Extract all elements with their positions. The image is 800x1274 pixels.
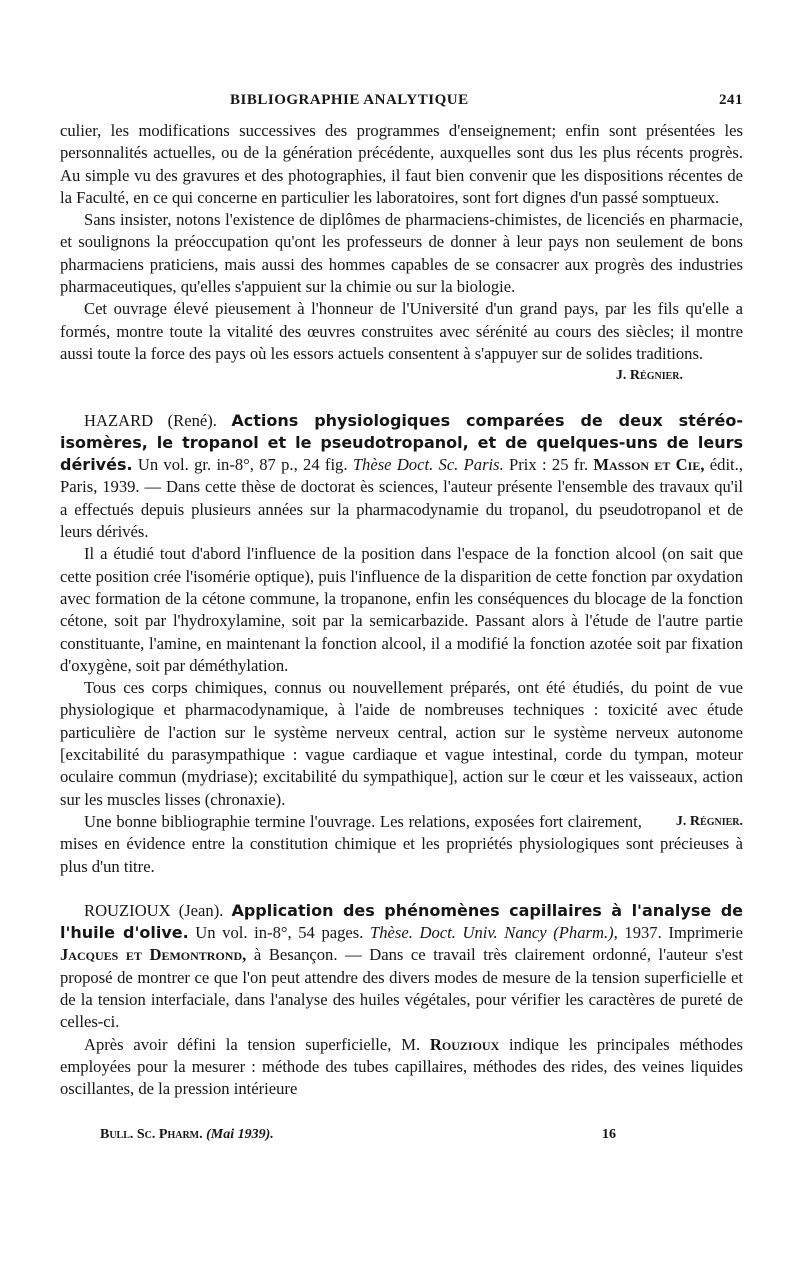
journal-issue: (Mai 1939). <box>206 1127 274 1142</box>
signature-number: 16 <box>602 1127 616 1142</box>
review-title: Application des phénomènes capillaires à l'analyse de l'huile d'olive. <box>60 900 743 943</box>
review-publication: Un vol. gr. in-8°, 87 p., 24 fig. <box>137 455 348 475</box>
review-title: Actions physiologiques comparées de deux stéréo-isomères, le tropanol et le pseudotropanol, et de quelques-uns de leurs dérivés. <box>60 410 743 475</box>
author-name: Rouzioux <box>429 1034 500 1054</box>
review-paragraph <box>60 811 743 878</box>
intro-paragraph: Sans insister, notons l'existence de diplômes de pharmaciens-chimistes, de licenciés en pharmacie, et soulignons la préoccupation qu'ont les professeurs de donner à leur pays non seulement de bons pharmaciens praticiens, mais aussi des hommes capables de se consacrer aux progrès des industries pharmaceutiques, qu'elles s'appuient sur la chimie ou sur la biologie. <box>60 210 743 297</box>
journal-name: Bull. Sc. Pharm. <box>100 1127 203 1142</box>
review-thesis-ref: Thèse. Doct. Univ. Nancy (Pharm.), <box>370 923 618 943</box>
review-publication: Un vol. in-8°, 54 pages. <box>195 923 364 943</box>
review-summary: à Besançon. — Dans ce travail très clairement ordonné, l'auteur s'est proposé de montrer ce que l'on peut attendre des divers modes de mesure de la tension superficielle et de la tension interfaciale, dans l'analyse des huiles végétales, pour vérifier les caractères de pureté de celles-ci. <box>60 945 743 1032</box>
review-summary: édit., Paris, 1939. — Dans cette thèse de doctorat ès sciences, l'auteur présente l'ensemble des travaux qu'il a effectués depuis plusieurs années sur la pharmacodynamie du tropanol, du pseudotropanol et de leurs dérivés. <box>60 455 743 542</box>
review-signature: J. Régnier. <box>675 813 743 829</box>
intro-paragraph: culier, les modifications successives des programmes d'enseignement; enfin sont présentées les personnalités actuelles, ou de la génération précédente, auxquelles sont dus les plus récents progrès. Au simple vu des gravures et des photographies, il faut bien convenir que les dispositions récentes de la Faculté, en ce qui concerne en particulier les laboratoires, sont fort dignes d'un passé somptueux. <box>60 121 743 207</box>
review-signature: J. Régnier. <box>615 368 683 384</box>
page-content <box>60 120 743 1100</box>
review-thesis-ref: Thèse Doct. Sc. Paris. <box>352 455 504 475</box>
review-paragraph-text: Une bonne bibliographie termine l'ouvrage. Les relations, exposées fort clairement, mises en évidence entre la constitution chimique et les propriétés physiologiques sont précieuses à plus d'un titre. <box>60 811 743 876</box>
review-text: Après avoir défini la tension superficielle, M. <box>84 1034 421 1054</box>
header-title: BIBLIOGRAPHIE ANALYTIQUE <box>230 92 469 108</box>
review-text: indique les principales méthodes employées pour la mesurer : méthode des tubes capillaires, méthodes des rides, des veines liquides oscillantes, de la pression intérieure <box>60 1034 743 1099</box>
page-number: 241 <box>719 92 743 108</box>
review-year: 1937. Imprimerie <box>624 923 743 943</box>
review-author: ROUZIOUX (Jean). <box>84 900 224 920</box>
review-printer: Jacques et Demontrond, <box>60 945 247 965</box>
review-publisher: Masson et Cie, <box>593 455 705 475</box>
page-footer <box>100 1127 616 1143</box>
intro-paragraph: Cet ouvrage élevé pieusement à l'honneur de l'Université d'un grand pays, par les fils qu'elle a formés, montre toute la vitalité des œuvres construites avec sérénité au cours des siècles; il montre aussi toute la force des pays où les essors actuels consentent à s'appuyer sur de solides traditions. <box>60 299 743 363</box>
review-rouzioux-heading <box>60 900 743 1034</box>
review-hazard-heading <box>60 410 743 544</box>
review-author: HAZARD (René). <box>84 410 217 430</box>
review-paragraph: Il a étudié tout d'abord l'influence de la position dans l'espace de la fonction alcool (on sait que cette position crée l'isomérie optique), puis l'influence de la disparition de cette fonction par oxydation avec formation de la cétone commune, la tropanone, enfin les conséquences du blocage de la fonction cétone, soit par l'hydroxylamine, soit par la semicarbazide. Passant alors à l'étude de l'autre partie constituante, l'amine, en maintenant la fonction alcool, il a modifié la fonction azotée soit par fixation d'oxygène, soit par déméthylation. <box>60 544 743 675</box>
review-paragraph: Tous ces corps chimiques, connus ou nouvellement préparés, ont été étudiés, du point de vue physiologique et pharmacodynamique, à l'aide de nombreuses techniques : toxicité avec étude particulière de l'action sur le système nerveux central, action sur le système nerveux autonome [excitabilité du parasympathique : vague cardiaque et vague intestinal, corde du tympan, moteur oculaire commun (mydriase); excitabilité du sympathique], action sur le cœur et les vaisseaux, action sur les muscles lisses (chronaxie). <box>60 678 743 809</box>
review-paragraph <box>60 1034 743 1101</box>
review-price: Prix : 25 fr. <box>509 455 589 475</box>
